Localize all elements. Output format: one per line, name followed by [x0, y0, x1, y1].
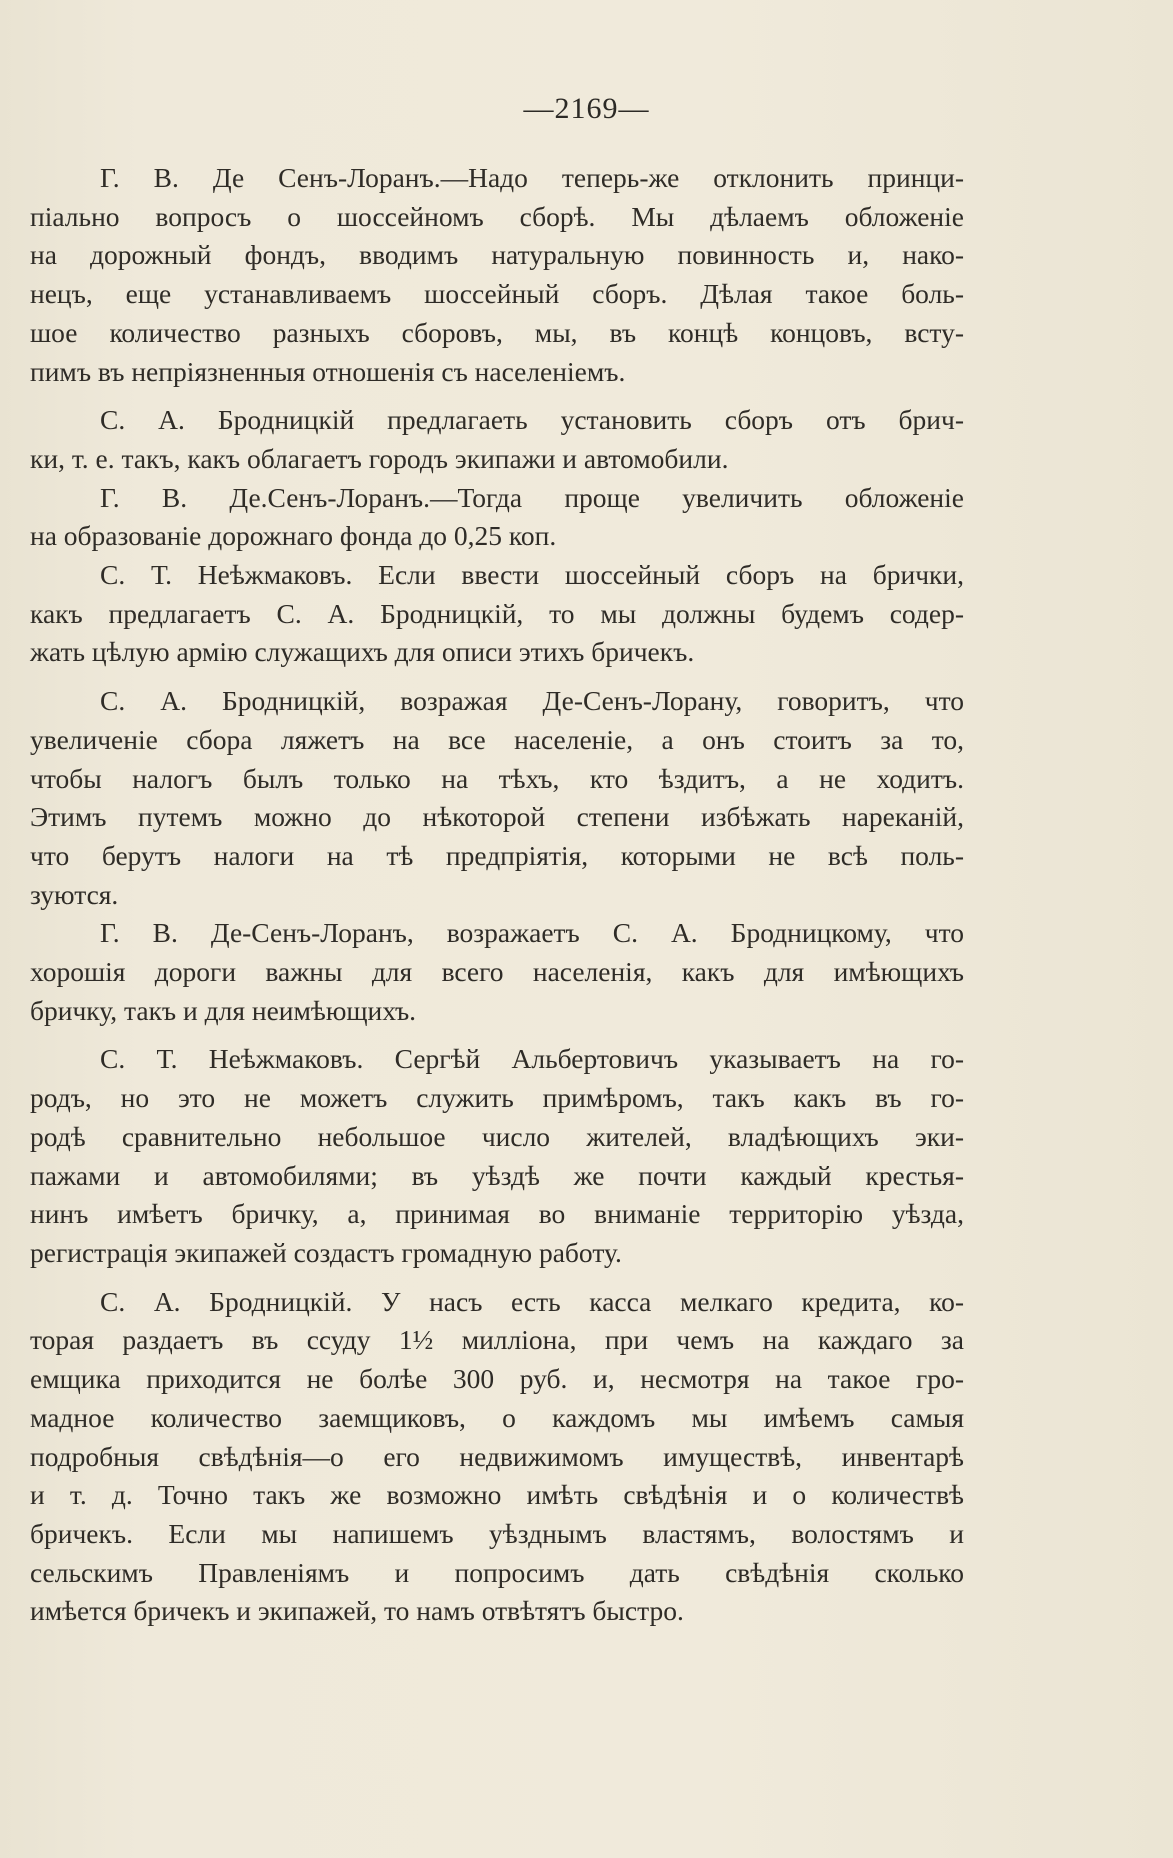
- text-line: С. Т. Неѣжмаковъ. Если ввести шоссейный сборъ на брички,: [100, 559, 964, 591]
- paragraph: [30, 1283, 964, 1631]
- page-number: —2169—: [523, 92, 650, 125]
- text-line: пажами и автомобилями; въ уѣздѣ же почти каждый крестья-: [30, 1159, 964, 1191]
- text-line: на образованіе дорожнаго фонда до 0,25 коп.: [30, 520, 557, 552]
- text-line: пимъ въ непріязненныя отношенія съ населеніемъ.: [30, 355, 626, 387]
- text-line: Г. В. Де-Сенъ-Лоранъ, возражаетъ С. А. Бродницкому, что: [100, 917, 964, 949]
- text-line: что берутъ налоги на тѣ предпріятія, которыми не всѣ поль-: [30, 839, 964, 871]
- text-line: зуются.: [30, 878, 119, 910]
- paragraph: [30, 914, 964, 1030]
- text-line: бричку, такъ и для неимѣющихъ.: [30, 994, 417, 1026]
- text-line: нецъ, еще устанавливаемъ шоссейный сборъ. Дѣлая такое боль-: [30, 278, 964, 310]
- text-line: Г. В. Де Сенъ-Лоранъ.—Надо теперь-же отклонить принци-: [100, 162, 964, 193]
- text-line: нинъ имѣетъ бричку, а, принимая во вниманіе территорію уѣзда,: [30, 1198, 964, 1230]
- text-line: торая раздаетъ въ ссуду 1½ милліона, при чемъ на каждаго за: [30, 1324, 964, 1356]
- text-line: піально вопросъ о шоссейномъ сборѣ. Мы дѣлаемъ обложеніе: [30, 200, 964, 232]
- text-line: регистрація экипажей создастъ громадную работу.: [30, 1236, 622, 1268]
- text-line: какъ предлагаетъ С. А. Бродницкій, то мы должны будемъ содер-: [30, 597, 964, 629]
- text-line: бричекъ. Если мы напишемъ уѣзднымъ властямъ, волостямъ и: [30, 1517, 964, 1549]
- paragraph: [30, 682, 964, 914]
- paragraph: [30, 479, 964, 556]
- text-line: имѣется бричекъ и экипажей, то намъ отвѣтятъ быстро.: [30, 1595, 684, 1627]
- paragraph: [30, 1040, 964, 1272]
- text-line: жать цѣлую армію служащихъ для описи этихъ бричекъ.: [30, 636, 695, 668]
- text-line: хорошія дороги важны для всего населенія, какъ для имѣющихъ: [30, 956, 964, 988]
- text-line: чтобы налогъ былъ только на тѣхъ, кто ѣздитъ, а не ходитъ.: [30, 762, 964, 794]
- text-line: шое количество разныхъ сборовъ, мы, въ концѣ концовъ, всту-: [30, 316, 964, 348]
- body-text: [30, 159, 964, 1631]
- text-line: Г. В. Де.Сенъ-Лоранъ.—Тогда проще увеличить обложеніе: [100, 481, 964, 513]
- text-line: Этимъ путемъ можно до нѣкоторой степени избѣжать нареканій,: [30, 801, 964, 833]
- text-line: и т. д. Точно такъ же возможно имѣть свѣдѣнія и о количествѣ: [30, 1479, 964, 1511]
- text-line: С. А. Бродницкій. У насъ есть касса мелкаго кредита, ко-: [100, 1285, 964, 1317]
- text-line: увеличеніе сбора ляжетъ на все населеніе, а онъ стоитъ за то,: [30, 723, 964, 755]
- text-line: сельскимъ Правленіямъ и попросимъ дать свѣдѣнія сколько: [30, 1556, 964, 1588]
- text-line: емщика приходится не болѣе 300 руб. и, несмотря на такое гро-: [30, 1363, 964, 1395]
- text-line: на дорожный фондъ, вводимъ натуральную повинность и, нако-: [30, 239, 964, 271]
- text-line: С. Т. Неѣжмаковъ. Сергѣй Альбертовичъ указываетъ на го-: [100, 1043, 964, 1075]
- text-line: подробныя свѣдѣнія—о его недвижимомъ имуществѣ, инвентарѣ: [30, 1440, 964, 1472]
- paragraph: [30, 159, 964, 391]
- text-line: С. А. Бродницкій предлагаеть установить сборъ отъ брич-: [100, 404, 964, 436]
- text-line: мадное количество заемщиковъ, о каждомъ мы имѣемъ самыя: [30, 1401, 964, 1433]
- text-line: ки, т. е. такъ, какъ облагаетъ городъ экипажи и автомобили.: [30, 442, 729, 474]
- text-line: С. А. Бродницкій, возражая Де-Сенъ-Лорану, говоритъ, что: [100, 685, 964, 717]
- text-line: родъ, но это не можетъ служить примѣромъ, такъ какъ въ го-: [30, 1082, 964, 1114]
- paragraph: [30, 401, 964, 478]
- text-line: родѣ сравнительно небольшое число жителей, владѣющихъ эки-: [30, 1120, 964, 1152]
- paragraph: [30, 556, 964, 672]
